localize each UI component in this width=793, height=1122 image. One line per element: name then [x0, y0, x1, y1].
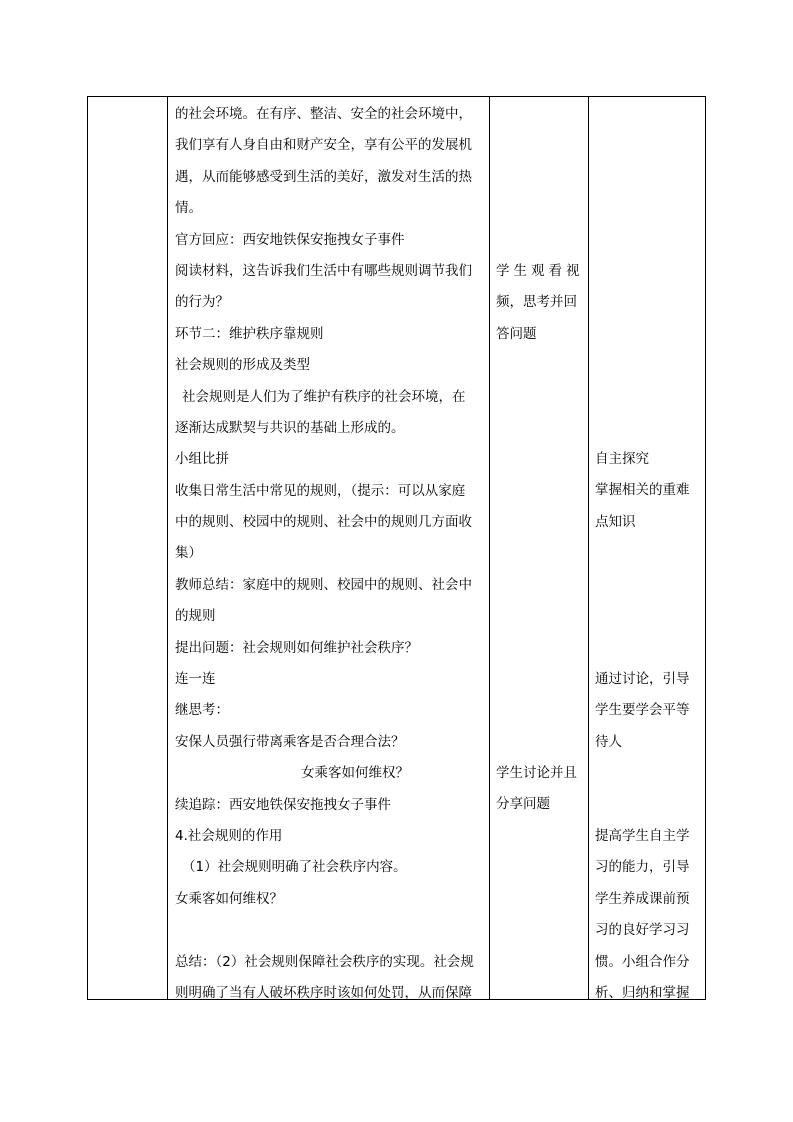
- content-line: 逐渐达成默契与共识的基础上形成的。: [175, 419, 405, 436]
- content-line: 遇，从而能够感受到生活的美好，激发对生活的热: [175, 168, 472, 185]
- student-activity-line: 学生观看视: [496, 263, 584, 279]
- content-line: 教师总结：家庭中的规则、校园中的规则、社会中: [175, 576, 472, 593]
- activity-heading: 连一连: [175, 671, 216, 688]
- student-activity-line: 分享问题: [496, 796, 550, 813]
- column-divider-3: [588, 97, 589, 999]
- student-activity-line: 答问题: [496, 325, 537, 342]
- subsection-heading: 社会规则的形成及类型: [175, 357, 310, 374]
- content-line: 女乘客如何维权？: [301, 765, 409, 782]
- design-purpose-line: 析、归纳和掌握: [595, 984, 690, 1001]
- design-purpose-line: 惯。小组合作分: [595, 953, 690, 970]
- design-purpose-line: 学生养成课前预: [595, 890, 690, 907]
- design-purpose-line: 点知识: [595, 513, 636, 530]
- content-line: 我们享有人身自由和财产安全，享有公平的发展机: [175, 137, 472, 154]
- content-line: 的规则: [175, 608, 216, 625]
- student-activity-block-2: [496, 758, 577, 821]
- design-purpose-line: 通过讨论，引导: [595, 671, 690, 687]
- student-activity-block-1: [496, 256, 584, 350]
- content-line: 官方回应：西安地铁保安拖拽女子事件: [175, 231, 405, 248]
- design-purpose-line: 习的能力，引导: [595, 859, 690, 876]
- activity-heading: 小组比拼: [175, 451, 229, 468]
- design-purpose-block-2: [595, 664, 690, 758]
- content-line: 总结：（2）社会规则保障社会秩序的实现。社会规: [175, 953, 474, 970]
- content-line: 提出问题：社会规则如何维护社会秩序？: [175, 639, 418, 656]
- content-line: 则明确了当有人破坏秩序时该如何处罚，从而保障: [175, 984, 472, 1001]
- main-content-column: [175, 99, 474, 1009]
- content-line: 的行为？: [175, 294, 229, 311]
- blank-line: [175, 915, 474, 946]
- content-line: 社会规则是人们为了维护有秩序的社会环境，在: [182, 388, 466, 405]
- content-line: 的社会环境。在有序、整洁、安全的社会环境中，: [175, 106, 472, 122]
- design-purpose-line: 学生要学会平等: [595, 702, 690, 719]
- content-line: 续追踪：西安地铁保安拖拽女子事件: [175, 796, 391, 813]
- column-divider-2: [489, 97, 490, 999]
- design-purpose-line: 掌握相关的重难: [595, 482, 690, 499]
- content-line: 女乘客如何维权？: [175, 890, 283, 907]
- content-line: 情。: [175, 200, 202, 217]
- content-line: 集）: [175, 545, 202, 562]
- content-line: （1）社会规则明确了社会秩序内容。: [182, 859, 407, 876]
- design-purpose-line: 自主探究: [595, 451, 649, 467]
- design-purpose-line: 待人: [595, 733, 622, 750]
- design-purpose-block-1: [595, 444, 690, 538]
- design-purpose-line: 提高学生自主学: [595, 828, 690, 844]
- design-purpose-line: 习的良好学习习: [595, 922, 690, 939]
- student-activity-line: 学生讨论并且: [496, 765, 577, 781]
- content-line: 继思考：: [175, 702, 229, 719]
- content-line: 安保人员强行带离乘客是否合理合法？: [175, 733, 405, 750]
- student-activity-line: 频，思考并回: [496, 294, 577, 311]
- column-divider-1: [167, 97, 168, 999]
- content-line: 阅读材料，这告诉我们生活中有哪些规则调节我们: [175, 262, 472, 279]
- design-purpose-block-3: [595, 821, 690, 1009]
- content-line: 中的规则、校园中的规则、社会中的规则几方面收: [175, 514, 472, 531]
- section-heading: 环节二：维护秩序靠规则: [175, 325, 324, 342]
- content-line: 收集日常生活中常见的规则，（提示：可以从家庭: [175, 482, 466, 499]
- subsection-heading: 4.社会规则的作用: [175, 827, 283, 844]
- lesson-plan-table: [87, 96, 706, 1000]
